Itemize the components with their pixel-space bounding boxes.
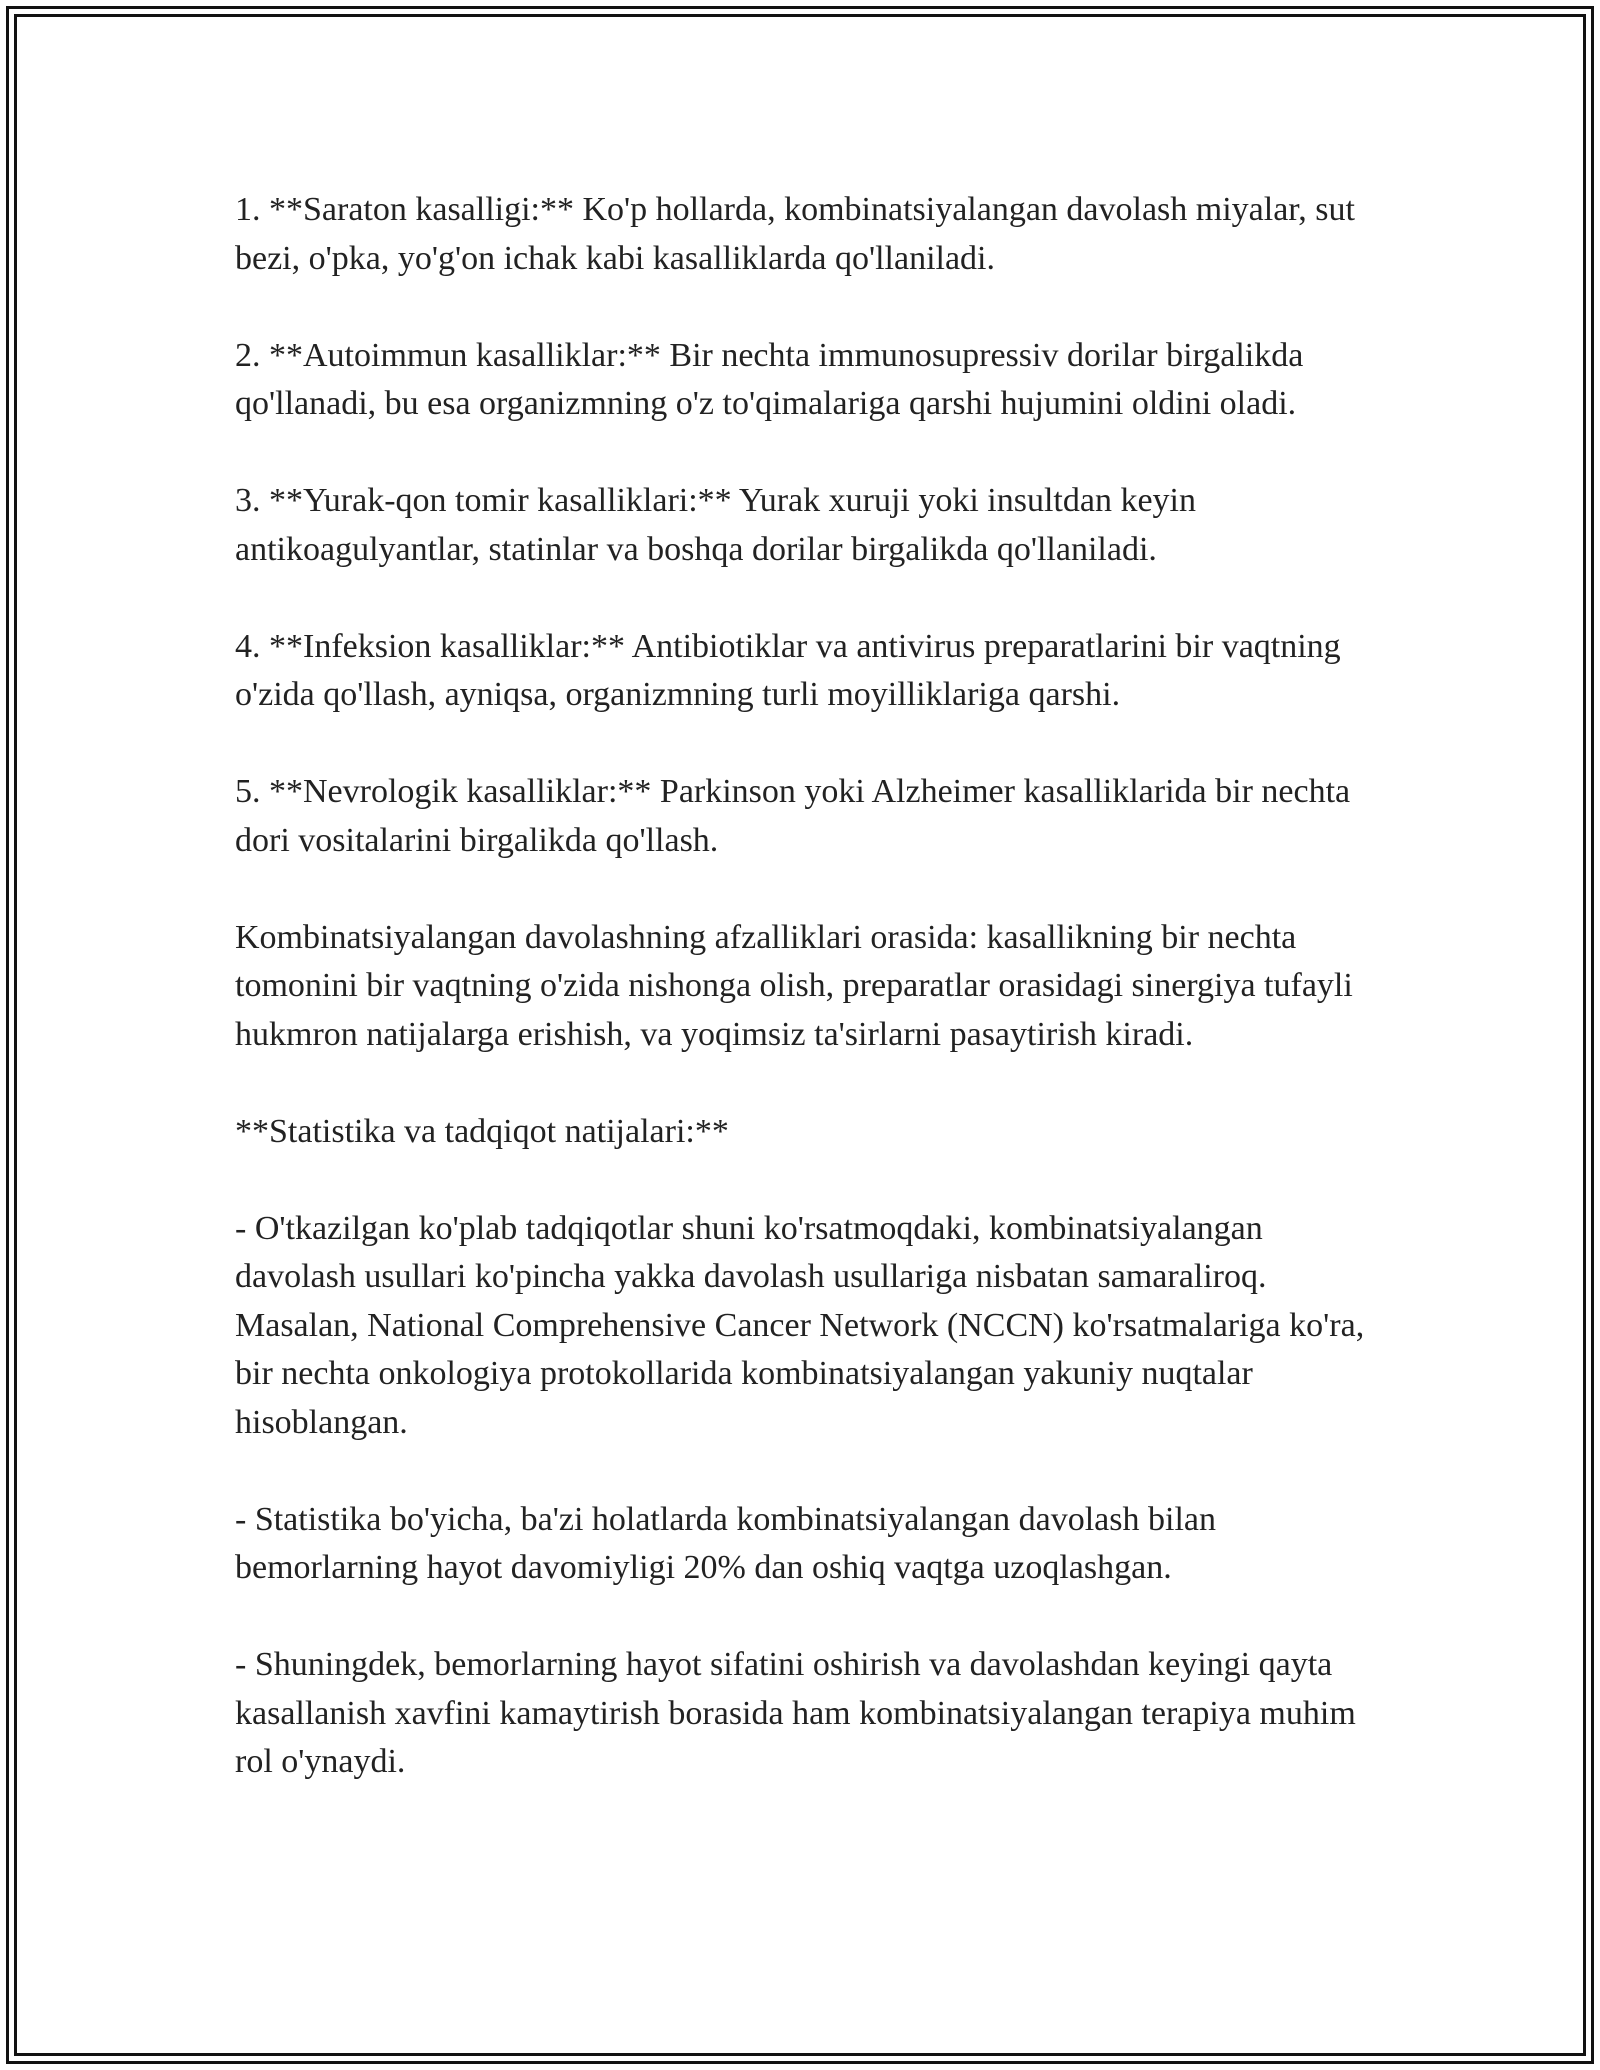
paragraph-autoimmune: 2. **Autoimmun kasalliklar:** Bir nechta immunosupressiv dorilar birgalikda qo'llanadi, bu esa organizmning o'z to'qimalariga qarshi hujumini oldini oladi. — [235, 336, 1304, 422]
bullet-quality-of-life: - Shuningdek, bemorlarning hayot sifatini oshirish va davolashdan keyingi qayta kasallanish xavfini kamaytirish borasida ham kombinatsiyalangan terapiya muhim rol o'ynaydi. — [235, 1646, 1356, 1780]
bullet-research: - O'tkazilgan ko'plab tadqiqotlar shuni ko'rsatmoqdaki, kombinatsiyalangan davolash usullari ko'pincha yakka davolash usullariga nisbatan samaraliroq. Masalan, National Comprehensive Cancer Network (NCCN) ko'rsatmalariga ko'ra, bir nechta onkologiya protokollarida kombinatsiyalangan yakuniy nuqtalar hisoblangan. — [235, 1209, 1365, 1441]
paragraph-cancer: 1. **Saraton kasalligi:** Ko'p hollarda, kombinatsiyalangan davolash miyalar, sut bezi, o'pka, yo'g'on ichak kabi kasalliklarda qo'llaniladi. — [235, 191, 1355, 277]
section-heading-statistics: **Statistika va tadqiqot natijalari:** — [235, 1112, 729, 1150]
paragraph-neurological: 5. **Nevrologik kasalliklar:** Parkinson yoki Alzheimer kasalliklarida bir nechta dori vositalarini birgalikda qo'llash. — [235, 773, 1351, 859]
paragraph-infectious: 4. **Infeksion kasalliklar:** Antibiotiklar va antivirus preparatlarini bir vaqtning o'zida qo'llash, ayniqsa, organizmning turli moyilliklariga qarshi. — [235, 627, 1341, 713]
paragraph-advantages: Kombinatsiyalangan davolashning afzalliklari orasida: kasallikning bir nechta tomonini bir vaqtning o'zida nishonga olish, preparatlar orasidagi sinergiya tufayli hukmron natijalarga erishish, va yoqimsiz ta'sirlarni pasaytirish kiradi. — [235, 918, 1353, 1053]
bullet-survival: - Statistika bo'yicha, ba'zi holatlarda kombinatsiyalangan davolash bilan bemorlarning hayot davomiyligi 20% dan oshiq vaqtga uzoqlashgan. — [235, 1500, 1216, 1586]
paragraph-cardiovascular: 3. **Yurak-qon tomir kasalliklari:** Yurak xuruji yoki insultdan keyin antikoagulyantlar, statinlar va boshqa dorilar birgalikda qo'llaniladi. — [235, 482, 1196, 568]
document-body — [235, 186, 1375, 1787]
